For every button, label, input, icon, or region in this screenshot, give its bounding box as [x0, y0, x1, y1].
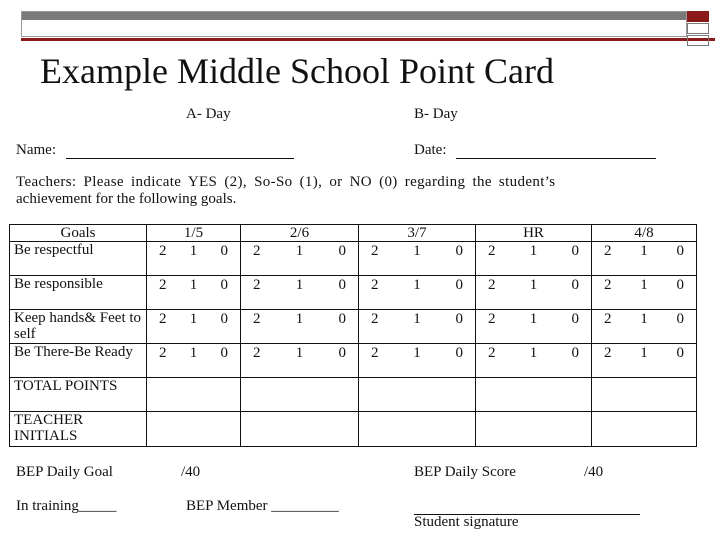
table-row — [10, 412, 697, 447]
score-option[interactable]: 1 — [640, 345, 648, 361]
name-field — [16, 142, 294, 159]
date-field — [414, 142, 656, 159]
a-day-label: A- Day — [186, 106, 231, 122]
header-stripe — [22, 12, 686, 20]
score-option[interactable]: 0 — [338, 243, 346, 259]
corner-square — [687, 35, 709, 46]
score-cell[interactable] — [147, 242, 241, 276]
score-cell[interactable] — [241, 242, 359, 276]
table-row — [10, 276, 697, 310]
total-cell[interactable] — [359, 378, 476, 412]
score-option[interactable]: 1 — [529, 345, 538, 361]
corner-square-red — [687, 11, 709, 22]
score-option[interactable]: 1 — [295, 311, 304, 327]
score-option[interactable]: 2 — [604, 345, 612, 361]
table-row — [10, 378, 697, 412]
score-option[interactable]: 2 — [159, 345, 167, 361]
score-option[interactable]: 2 — [371, 311, 379, 327]
goal-label: Be There-Be Ready — [10, 344, 147, 378]
score-option[interactable]: 2 — [253, 345, 261, 361]
score-option[interactable]: 1 — [640, 311, 648, 327]
score-option[interactable]: 1 — [295, 277, 304, 293]
signature-field[interactable] — [414, 498, 640, 515]
name-line — [66, 144, 294, 159]
initials-cell[interactable] — [359, 412, 476, 447]
score-option[interactable]: 1 — [413, 243, 421, 259]
score-option[interactable]: 0 — [571, 243, 579, 259]
goals-header: Goals — [10, 225, 147, 242]
score-option[interactable]: 0 — [571, 311, 579, 327]
bep-score-value: /40 — [584, 464, 604, 480]
corner-square — [687, 23, 709, 34]
score-cell[interactable] — [359, 344, 476, 378]
score-option[interactable]: 0 — [571, 277, 579, 293]
score-option[interactable]: 2 — [488, 243, 496, 259]
score-option[interactable]: 0 — [455, 277, 463, 293]
score-cell[interactable] — [241, 276, 359, 310]
score-option[interactable]: 0 — [220, 277, 228, 293]
in-training-field[interactable]: In training_____ — [16, 498, 117, 514]
score-option[interactable]: 2 — [159, 277, 167, 293]
score-option[interactable]: 1 — [295, 345, 304, 361]
initials-cell[interactable] — [592, 412, 697, 447]
score-option[interactable]: 2 — [604, 311, 612, 327]
initials-cell[interactable] — [476, 412, 592, 447]
point-card-table — [9, 224, 697, 447]
total-cell[interactable] — [147, 378, 241, 412]
score-cell[interactable] — [147, 276, 241, 310]
score-option[interactable]: 2 — [371, 243, 379, 259]
score-cell[interactable] — [476, 310, 592, 344]
score-cell[interactable] — [476, 344, 592, 378]
score-option[interactable]: 1 — [529, 277, 538, 293]
score-cell[interactable] — [592, 276, 697, 310]
score-option[interactable]: 1 — [295, 243, 304, 259]
slide-title: Example Middle School Point Card — [40, 51, 554, 91]
period-header: 2/6 — [241, 225, 359, 242]
score-option[interactable]: 1 — [189, 243, 198, 259]
score-option[interactable]: 2 — [253, 243, 261, 259]
score-option[interactable]: 0 — [455, 345, 463, 361]
instructions-line1: Teachers: Please indicate YES (2), So-So (1), or NO (0) regarding the student’s — [16, 174, 556, 190]
score-option[interactable]: 1 — [640, 243, 648, 259]
score-option[interactable]: 1 — [413, 277, 421, 293]
header-rule — [21, 38, 715, 41]
signature-line[interactable] — [414, 500, 640, 515]
score-option[interactable]: 2 — [488, 277, 496, 293]
goal-label: Keep hands& Feet to self — [10, 310, 147, 344]
date-label: Date: — [414, 142, 447, 158]
period-header: 3/7 — [359, 225, 476, 242]
score-cell[interactable] — [359, 242, 476, 276]
table-row — [10, 310, 697, 344]
instructions-line2: achievement for the following goals. — [16, 191, 237, 207]
score-option[interactable]: 0 — [338, 311, 346, 327]
score-option[interactable]: 0 — [676, 277, 684, 293]
score-option[interactable]: 0 — [220, 243, 228, 259]
score-option[interactable]: 0 — [220, 345, 228, 361]
period-header: 4/8 — [592, 225, 697, 242]
score-option[interactable]: 2 — [253, 311, 261, 327]
score-cell[interactable] — [592, 310, 697, 344]
score-cell[interactable] — [359, 310, 476, 344]
table-row — [10, 344, 697, 378]
b-day-label: B- Day — [414, 106, 458, 122]
period-header: HR — [476, 225, 592, 242]
bep-goal-value: /40 — [181, 464, 201, 480]
score-option[interactable]: 0 — [338, 277, 346, 293]
score-cell[interactable] — [241, 344, 359, 378]
score-cell[interactable] — [476, 242, 592, 276]
score-cell[interactable] — [147, 310, 241, 344]
table-row — [10, 242, 697, 276]
score-option[interactable]: 0 — [676, 345, 684, 361]
bep-member-field[interactable]: BEP Member _________ — [186, 498, 339, 514]
corner-squares — [687, 11, 713, 47]
score-cell[interactable] — [592, 344, 697, 378]
total-cell[interactable] — [241, 378, 359, 412]
goal-label: TEACHER INITIALS — [10, 412, 147, 447]
score-option[interactable]: 1 — [413, 311, 421, 327]
student-signature-label: Student signature — [414, 514, 519, 530]
goal-label: TOTAL POINTS — [10, 378, 147, 412]
score-option[interactable]: 0 — [676, 243, 684, 259]
name-label: Name: — [16, 142, 56, 158]
score-cell[interactable] — [241, 310, 359, 344]
score-cell[interactable] — [476, 276, 592, 310]
score-option[interactable]: 0 — [571, 345, 579, 361]
score-option[interactable]: 2 — [371, 277, 379, 293]
score-option[interactable]: 2 — [488, 345, 496, 361]
score-option[interactable]: 0 — [455, 243, 463, 259]
score-option[interactable]: 0 — [455, 311, 463, 327]
score-option[interactable]: 1 — [189, 345, 198, 361]
score-option[interactable]: 1 — [189, 277, 198, 293]
period-header: 1/5 — [147, 225, 241, 242]
score-option[interactable]: 2 — [604, 277, 612, 293]
date-line — [456, 144, 656, 159]
score-option[interactable]: 2 — [159, 311, 167, 327]
goal-label: Be responsible — [10, 276, 147, 310]
score-option[interactable]: 2 — [253, 277, 261, 293]
goal-label: Be respectful — [10, 242, 147, 276]
bep-goal-label: BEP Daily Goal — [16, 464, 113, 480]
table-header-row — [10, 225, 697, 242]
initials-cell[interactable] — [147, 412, 241, 447]
score-option[interactable]: 2 — [604, 243, 612, 259]
score-option[interactable]: 1 — [529, 311, 538, 327]
score-option[interactable]: 1 — [413, 345, 421, 361]
score-option[interactable]: 1 — [529, 243, 538, 259]
initials-cell[interactable] — [241, 412, 359, 447]
score-cell[interactable] — [592, 242, 697, 276]
bep-score-label: BEP Daily Score — [414, 464, 516, 480]
total-cell[interactable] — [592, 378, 697, 412]
total-cell[interactable] — [476, 378, 592, 412]
score-cell[interactable] — [147, 344, 241, 378]
score-option[interactable]: 2 — [371, 345, 379, 361]
score-cell[interactable] — [359, 276, 476, 310]
score-option[interactable]: 1 — [189, 311, 198, 327]
score-option[interactable]: 2 — [488, 311, 496, 327]
score-option[interactable]: 0 — [676, 311, 684, 327]
score-option[interactable]: 0 — [220, 311, 228, 327]
score-option[interactable]: 2 — [159, 243, 167, 259]
score-option[interactable]: 1 — [640, 277, 648, 293]
score-option[interactable]: 0 — [338, 345, 346, 361]
